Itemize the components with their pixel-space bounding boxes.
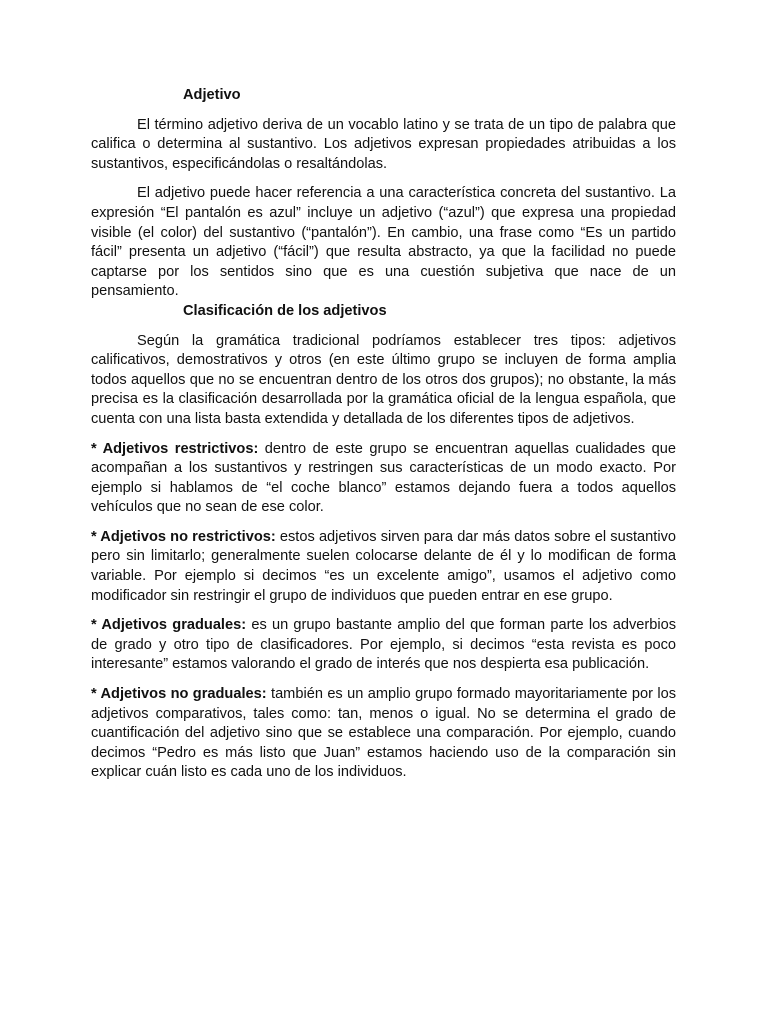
list-item-no-graduales — [91, 685, 676, 783]
section-heading-adjetivo: Adjetivo — [183, 87, 241, 103]
list-item-lead: * Adjetivos restrictivos: — [91, 440, 259, 457]
list-item-no-restrictivos — [91, 528, 676, 606]
paragraph-characteristics: El adjetivo puede hacer referencia a una característica concreta del sustantivo. La expresión “El pantalón es azul” incluye un adjetivo (“azul”) que expresa una propiedad visible (el color) del sustantivo (“pantalón”). En cambio, una frase como “Es un partido fácil” presenta un adjetivo (“fácil”) que resulta abstracto, ya que la facilidad no puede captarse por los sentidos sino que es una cuestión subjetiva que nace de un pensamiento. — [91, 185, 676, 300]
paragraph-classification-intro: Según la gramática tradicional podríamos establecer tres tipos: adjetivos calificativos, demostrativos y otros (en este último grupo se incluyen de forma amplia todos aquellos que no se encuentran dentro de los otros dos grupos); no obstante, la más precisa es la clasificación desarrollada por la gramática oficial de la lengua española, que cuenta con una lista basta extendida y detallada de los diferentes tipos de adjetivos. — [91, 332, 676, 427]
list-item-lead: * Adjetivos no restrictivos: — [91, 528, 276, 545]
document-page — [91, 86, 676, 783]
list-item-graduales — [91, 616, 676, 675]
list-item-lead: * Adjetivos graduales: — [91, 617, 247, 634]
list-item-text: dentro de este grupo se encuentran aquellas cualidades que acompañan a los sustantivos y restringen sus características de un modo exacto. Por ejemplo si hablamos de “el coche blanco” estamos dejando fuera a todos aquellos vehículos que no sean de ese color. — [91, 440, 676, 516]
list-item-text: estos adjetivos sirven para dar más datos sobre el sustantivo pero sin limitarlo; generalmente suelen colocarse delante de él y lo modifican de forma variable. Por ejemplo si decimos “es un excelente amigo”, usamos el adjetivo como modificador sin restringir el grupo de individuos que pueden entrar en ese grupo. — [91, 528, 676, 604]
list-item-restrictivos — [91, 440, 676, 518]
list-item-text: también es un amplio grupo formado mayoritariamente por los adjetivos comparativos, tales como: tan, menos o igual. No se determina el grado de cuantificación del adjetivo sino que se establece una comparación. Por ejemplo, cuando decimos “Pedro es más listo que Juan” estamos haciendo uso de la comparación sin explicar cuán listo es cada uno de los individuos. — [91, 686, 676, 781]
section-heading-clasificacion: Clasificación de los adjetivos — [183, 302, 387, 319]
list-item-text: es un grupo bastante amplio del que forman parte los adverbios de grado y otro tipo de clasificadores. Por ejemplo, si decimos “esta revista es poco interesante” estamos valorando el grado de interés que nos despierta esa publicación. — [91, 617, 676, 673]
paragraph-definition: El término adjetivo deriva de un vocablo latino y se trata de un tipo de palabra que califica o determina al sustantivo. Los adjetivos expresan propiedades atribuidas a los sustantivos, especificándolas o resaltándolas. — [91, 116, 676, 172]
list-item-lead: * Adjetivos no graduales: — [91, 686, 267, 703]
